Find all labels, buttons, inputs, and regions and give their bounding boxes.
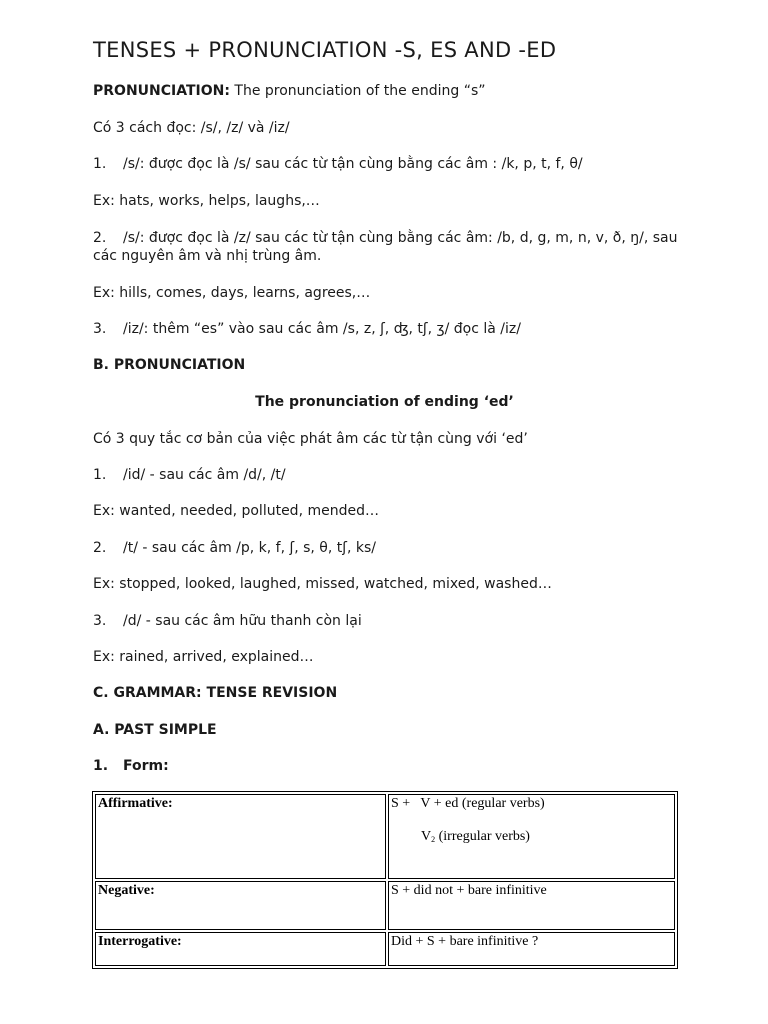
rule-number: 1. [93, 156, 107, 172]
past-simple-heading: A. PAST SIMPLE [93, 722, 217, 738]
rule-text: /t/ - sau các âm /p, k, f, ʃ, s, θ, tʃ, ks/ [123, 540, 376, 556]
affirmative-value [388, 794, 675, 879]
rule-text: /iz/: thêm “es” vào sau các âm /s, z, ʃ, ʤ, tʃ, ʒ/ đọc là /iz/ [123, 321, 521, 337]
table-row [95, 932, 675, 966]
pronunciation-s-text: The pronunciation of the ending “s” [229, 83, 486, 99]
form-label: Form: [123, 758, 169, 774]
rule-ed-3-example: Ex: rained, arrived, explained… [93, 649, 314, 665]
section-b-heading: B. PRONUNCIATION [93, 357, 246, 373]
verb-subscript: 2 [431, 835, 436, 844]
rule-ed-2-example: Ex: stopped, looked, laughed, missed, watched, mixed, washed… [93, 576, 552, 592]
rule-text: /s/: được đọc là /s/ sau các từ tận cùng bằng các âm : /k, p, t, f, θ/ [123, 156, 583, 172]
form-heading [93, 757, 169, 775]
form-number: 1. [93, 758, 109, 774]
section-c-heading: C. GRAMMAR: TENSE REVISION [93, 685, 338, 701]
rule-number: 3. [93, 613, 107, 629]
verb-v: V [421, 829, 432, 844]
negative-label: Negative: [95, 881, 386, 930]
rule-number: 2. [93, 230, 107, 246]
rule-ed-1 [93, 466, 286, 484]
pronunciation-s-heading [93, 82, 486, 100]
affirmative-line1: S + V + ed (regular verbs) [391, 796, 545, 811]
rule-text: /s/: được đọc là /z/ sau các từ tận cùng bằng các âm: /b, d, g, m, n, v, ð, ŋ/, sau các nguyên âm và nhị trùng âm. [93, 230, 678, 264]
rule-ed-3 [93, 612, 362, 630]
rule-number: 1. [93, 467, 107, 483]
past-simple-form-table [92, 791, 678, 969]
negative-value: S + did not + bare infinitive [388, 881, 675, 930]
rule-s-1-example: Ex: hats, works, helps, laughs,… [93, 193, 320, 209]
pronunciation-label: PRONUNCIATION: [93, 83, 230, 99]
rule-ed-2 [93, 539, 376, 557]
table-row [95, 794, 675, 879]
rule-s-2 [93, 229, 683, 265]
ed-subheading: The pronunciation of ending ‘ed’ [255, 394, 514, 410]
affirmative-line2 [391, 829, 672, 845]
irregular-text: (irregular verbs) [435, 829, 530, 844]
ed-intro: Có 3 quy tắc cơ bản của việc phát âm các từ tận cùng với ‘ed’ [93, 431, 528, 447]
rule-s-2-example: Ex: hills, comes, days, learns, agrees,… [93, 285, 371, 301]
rule-number: 3. [93, 321, 107, 337]
rule-s-3 [93, 320, 521, 338]
interrogative-value: Did + S + bare infinitive ? [388, 932, 675, 966]
page-title: TENSES + PRONUNCIATION -S, ES AND -ED [93, 38, 557, 62]
rule-text: /id/ - sau các âm /d/, /t/ [123, 467, 286, 483]
affirmative-label: Affirmative: [95, 794, 386, 879]
rule-number: 2. [93, 540, 107, 556]
interrogative-label: Interrogative: [95, 932, 386, 966]
rule-text: /d/ - sau các âm hữu thanh còn lại [123, 613, 362, 629]
rule-ed-1-example: Ex: wanted, needed, polluted, mended… [93, 503, 379, 519]
table-row [95, 881, 675, 930]
rule-s-1 [93, 155, 583, 173]
pronunciation-s-intro: Có 3 cách đọc: /s/, /z/ và /iz/ [93, 120, 290, 136]
